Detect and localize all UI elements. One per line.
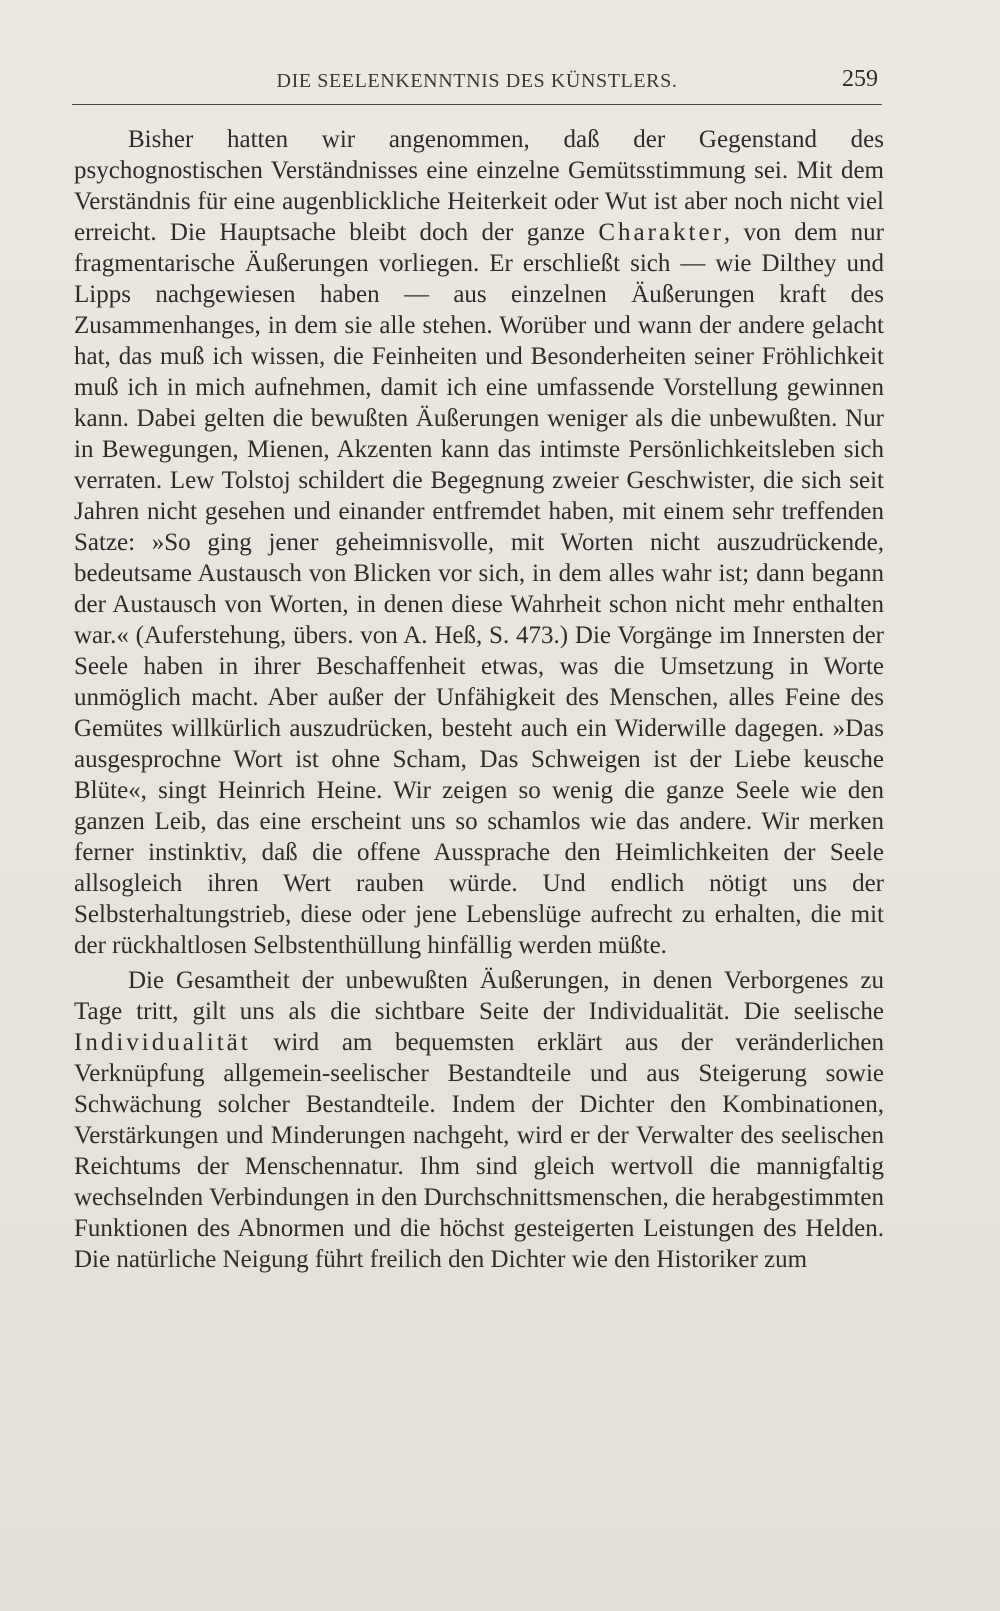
emphasis-charakter: Charakter [598, 219, 724, 246]
paragraph-1 [74, 124, 884, 961]
paragraph-1-text-end: , von dem nur fragmentarische Äußerungen vorliegen. Er erschließt sich — wie Dilthey und Lipps nachgewiesen haben — aus einzelnen Äußerungen kraft des Zusammenhanges, in dem sie alle stehen. Worüber und wann der andere gelacht hat, das muß ich wissen, die Feinheiten und Besonderheiten seiner Fröhlichkeit muß ich in mich aufnehmen, damit ich eine umfassende Vorstellung gewinnen kann. Dabei gelten die bewußten Äußerungen weniger als die unbewußten. Nur in Bewegungen, Mienen, Akzenten kann das intimste Persönlichkeitsleben sich verraten. Lew Tolstoj schildert die Begegnung zweier Geschwister, die sich seit Jahren nicht gesehen und einander entfremdet haben, mit einem sehr treffenden Satze: »So ging jener geheimnisvolle, mit Worten nicht auszudrückende, bedeutsame Austausch von Blicken vor sich, in dem alles wahr ist; dann begann der Austausch von Worten, in denen diese Wahrheit schon nicht mehr enthalten war.« (Auferstehung, übers. von A. Heß, S. 473.) Die Vorgänge im Innersten der Seele haben in ihrer Beschaffenheit etwas, was die Umsetzung in Worte unmöglich macht. Aber außer der Unfähigkeit des Menschen, alles Feine des Gemütes willkürlich auszudrücken, besteht auch ein Widerwille dagegen. »Das ausgesprochne Wort ist ohne Scham, Das Schweigen ist der Liebe keusche Blüte«, singt Heinrich Heine. Wir zeigen so wenig die ganze Seele wie den ganzen Leib, das eine erscheint uns so schamlos wie das andere. Wir merken ferner instinktiv, daß die offene Aussprache den Heimlichkeiten der Seele allsogleich ihren Wert rauben würde. Und endlich nötigt uns der Selbsterhaltungstrieb, diese oder jene Lebenslüge aufrecht zu erhalten, die mit der rückhaltlosen Selbstenthüllung hinfällig werden müßte. [74, 219, 884, 959]
body-text [74, 124, 884, 1474]
page-number: 259 [842, 66, 878, 92]
running-title: DIE SEELENKENNTNIS DES KÜNSTLERS. [276, 70, 678, 92]
running-head [72, 64, 882, 105]
paragraph-2-text-start: Die Gesamtheit der unbewußten Äußerungen, in denen Verborgenes zu Tage tritt, gilt uns als die sichtbare Seite der Individualität. Die seelische [74, 967, 884, 1025]
paragraph-2-text-end: wird am bequemsten erklärt aus der veränderlichen Verknüpfung allgemein-seelischer Bestandteile und aus Steigerung sowie Schwächung solcher Bestandteile. Indem der Dichter den Kombinationen, Verstärkungen und Minderungen nachgeht, wird er der Verwalter des seelischen Reichtums der Menschennatur. Ihm sind gleich wertvoll die mannigfaltig wechselnden Verbindungen in den Durchschnittsmenschen, die herabgestimmten Funktionen des Abnormen und die höchst gesteigerten Leistungen des Helden. Die natürliche Neigung führt freilich den Dichter wie den Historiker zum [74, 1029, 884, 1273]
paragraph-1-text-start: Bisher hatten wir angenommen, daß der Gegenstand des psychognostischen Verständnisses eine einzelne Gemütsstimmung sei. Mit dem Verständnis für eine augenblickliche Heiterkeit oder Wut ist aber noch nicht viel erreicht. Die Hauptsache bleibt doch der ganze [74, 126, 884, 246]
paragraph-2 [74, 965, 884, 1275]
emphasis-individualitaet: Individualität [74, 1029, 251, 1056]
